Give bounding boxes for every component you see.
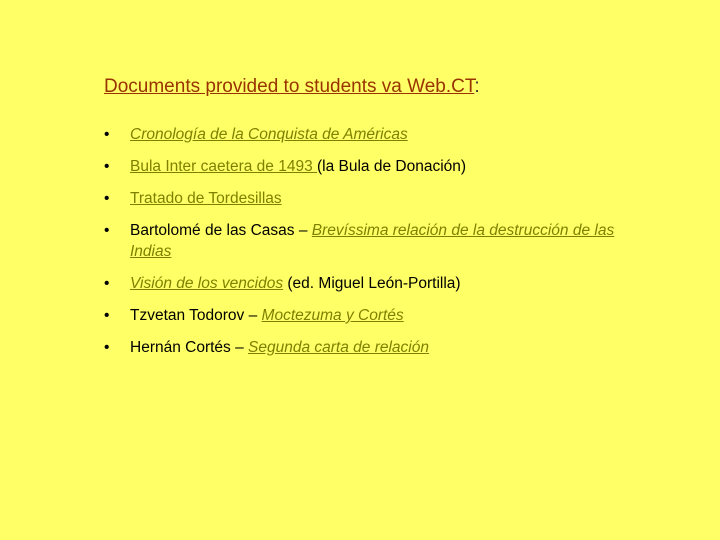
list-item-author: Hernán Cortés – [130, 339, 249, 356]
list-item [104, 305, 624, 326]
documents-list [104, 124, 624, 369]
bullet-icon: • [104, 275, 110, 292]
list-item [104, 188, 624, 209]
list-item-note: (ed. Miguel León-Portilla) [283, 275, 461, 292]
list-item-author: Bartolomé de las Casas – [130, 222, 312, 239]
tratado-tordesillas-link[interactable]: Tratado de Tordesillas [130, 190, 282, 207]
list-item [104, 220, 624, 262]
cronologia-link[interactable]: Cronología de la Conquista de Américas [130, 126, 408, 143]
moctezuma-cortes-link[interactable]: Moctezuma y Cortés [261, 307, 404, 324]
list-item [104, 337, 624, 358]
list-item [104, 124, 624, 145]
bula-inter-caetera-link[interactable]: Bula Inter caetera de 1493 [130, 158, 317, 175]
bullet-icon: • [104, 126, 110, 143]
vision-vencidos-link[interactable]: Visión de los vencidos [130, 275, 284, 292]
bullet-icon: • [104, 158, 110, 175]
list-item-author: Tzvetan Todorov – [130, 307, 262, 324]
title-colon: : [474, 76, 480, 97]
slide-title [104, 76, 480, 98]
list-item-note: (la Bula de Donación) [317, 158, 467, 175]
list-item [104, 156, 624, 177]
list-item [104, 273, 624, 294]
bullet-icon: • [104, 222, 110, 239]
bullet-icon: • [104, 190, 110, 207]
title-link[interactable]: Documents provided to students va Web.CT [104, 76, 475, 97]
segunda-carta-link[interactable]: Segunda carta de relación [248, 339, 429, 356]
bullet-icon: • [104, 307, 110, 324]
bullet-icon: • [104, 339, 110, 356]
brevissima-relacion-link[interactable]: Brevíssima relación de la destrucción de las Indias [130, 222, 615, 260]
